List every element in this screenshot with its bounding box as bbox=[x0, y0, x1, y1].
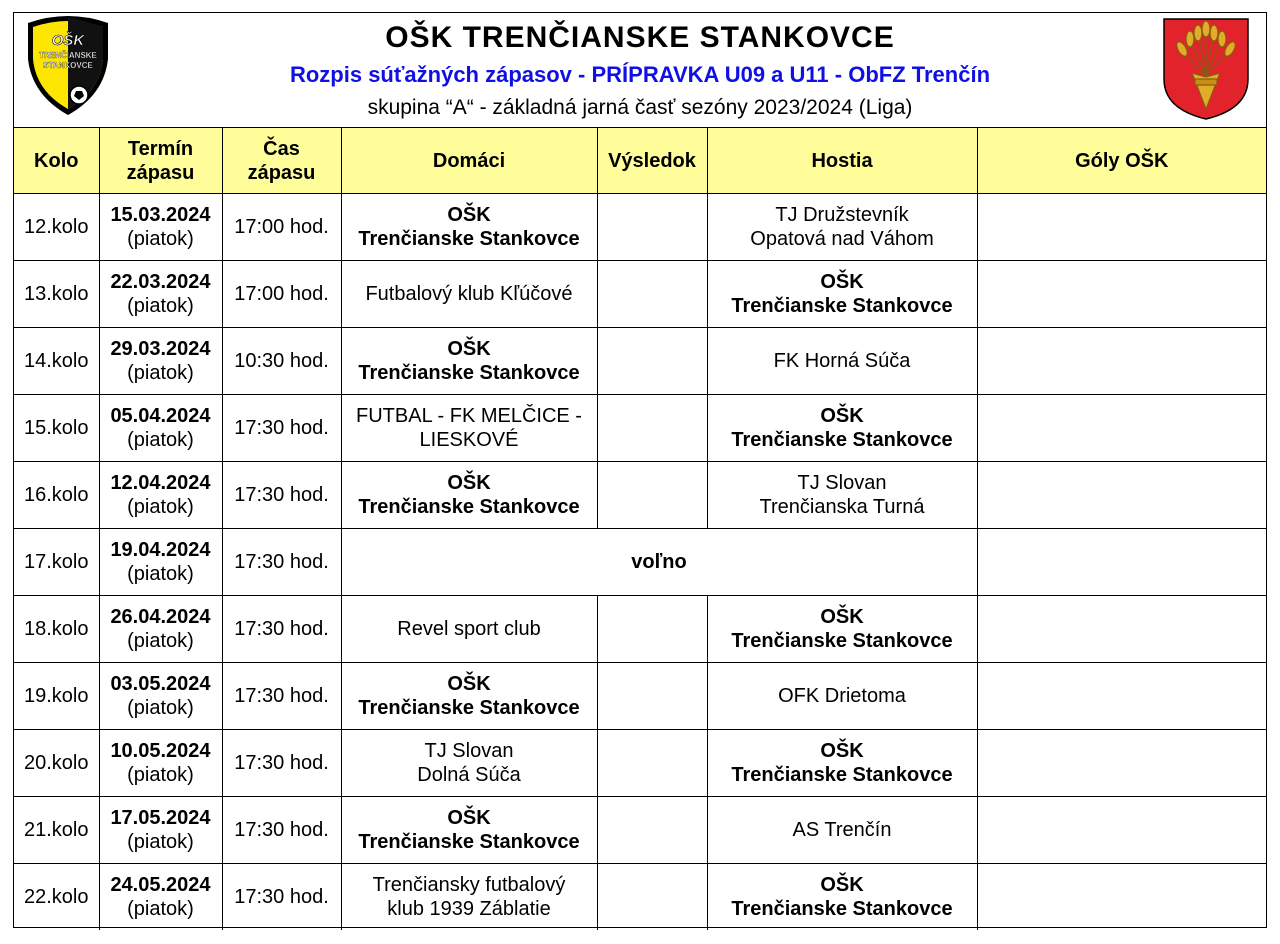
match-day: (piatok) bbox=[127, 295, 194, 317]
match-day: (piatok) bbox=[127, 362, 194, 384]
table-row bbox=[14, 395, 1266, 462]
round-cell: 15.kolo bbox=[14, 395, 99, 462]
match-day: (piatok) bbox=[127, 630, 194, 652]
match-date: 03.05.2024 bbox=[110, 673, 211, 695]
table-row bbox=[14, 194, 1266, 261]
team-name: OŠK Trenčianske Stankovce bbox=[358, 472, 580, 518]
match-date: 10.05.2024 bbox=[110, 740, 211, 762]
round-cell: 17.kolo bbox=[14, 529, 99, 596]
home-team-cell bbox=[341, 864, 597, 931]
result-cell bbox=[597, 730, 707, 797]
goals-cell bbox=[977, 529, 1266, 596]
home-team-cell bbox=[341, 663, 597, 730]
away-team-cell bbox=[707, 261, 977, 328]
time-cell: 17:30 hod. bbox=[222, 462, 341, 529]
round-cell: 14.kolo bbox=[14, 328, 99, 395]
result-cell bbox=[597, 261, 707, 328]
team-name: OŠK Trenčianske Stankovce bbox=[731, 405, 953, 451]
document-subtitle: Rozpis súťažných zápasov - PRÍPRAVKA U09 a U11 - ObFZ Trenčín bbox=[289, 62, 991, 87]
time-cell: 17:30 hod. bbox=[222, 395, 341, 462]
result-cell bbox=[597, 395, 707, 462]
date-cell bbox=[99, 529, 222, 596]
home-team-cell bbox=[341, 395, 597, 462]
table-row bbox=[14, 261, 1266, 328]
match-day: (piatok) bbox=[127, 697, 194, 719]
round-cell: 20.kolo bbox=[14, 730, 99, 797]
home-team-cell bbox=[341, 194, 597, 261]
match-date: 17.05.2024 bbox=[110, 807, 211, 829]
table-row bbox=[14, 328, 1266, 395]
table-row bbox=[14, 596, 1266, 663]
col-hostia-header: Hostia bbox=[707, 128, 977, 194]
team-name: OŠK Trenčianske Stankovce bbox=[358, 807, 580, 853]
goals-cell bbox=[977, 730, 1266, 797]
team-name: OŠK Trenčianske Stankovce bbox=[731, 271, 953, 317]
date-cell bbox=[99, 328, 222, 395]
home-team-cell bbox=[341, 328, 597, 395]
home-team-cell bbox=[341, 462, 597, 529]
time-cell: 17:30 hod. bbox=[222, 663, 341, 730]
date-cell bbox=[99, 462, 222, 529]
date-cell bbox=[99, 395, 222, 462]
team-name: OŠK Trenčianske Stankovce bbox=[358, 204, 580, 250]
free-round-cell: voľno bbox=[341, 529, 977, 596]
match-date: 12.04.2024 bbox=[110, 472, 211, 494]
home-team-cell bbox=[341, 730, 597, 797]
table-row bbox=[14, 529, 1266, 596]
away-team-cell bbox=[707, 395, 977, 462]
svg-text:OŠK: OŠK bbox=[51, 32, 85, 49]
round-cell: 22.kolo bbox=[14, 864, 99, 931]
team-name: OŠK Trenčianske Stankovce bbox=[731, 740, 953, 786]
date-cell bbox=[99, 194, 222, 261]
col-kolo-header: Kolo bbox=[14, 128, 99, 194]
goals-cell bbox=[977, 797, 1266, 864]
goals-cell bbox=[977, 261, 1266, 328]
match-day: (piatok) bbox=[127, 429, 194, 451]
goals-cell bbox=[977, 462, 1266, 529]
match-day: (piatok) bbox=[127, 563, 194, 585]
match-date: 26.04.2024 bbox=[110, 606, 211, 628]
team-name: OŠK Trenčianske Stankovce bbox=[358, 673, 580, 719]
time-cell: 17:00 hod. bbox=[222, 194, 341, 261]
svg-text:TRENČIANSKE: TRENČIANSKE bbox=[39, 51, 97, 60]
date-cell bbox=[99, 261, 222, 328]
col-termin-header: Termín zápasu bbox=[99, 128, 222, 194]
match-day: (piatok) bbox=[127, 898, 194, 920]
match-date: 05.04.2024 bbox=[110, 405, 211, 427]
team-name: TJ Družstevník Opatová nad Váhom bbox=[750, 204, 934, 250]
time-cell: 17:30 hod. bbox=[222, 864, 341, 931]
goals-cell bbox=[977, 395, 1266, 462]
col-cas-header: Čas zápasu bbox=[222, 128, 341, 194]
date-cell bbox=[99, 797, 222, 864]
schedule-document bbox=[13, 12, 1267, 928]
time-cell: 17:30 hod. bbox=[222, 730, 341, 797]
home-team-cell: Futbalový klub Kľúčové bbox=[341, 261, 597, 328]
goals-cell bbox=[977, 194, 1266, 261]
table-row bbox=[14, 797, 1266, 864]
table-row bbox=[14, 663, 1266, 730]
table-row bbox=[14, 462, 1266, 529]
table-body bbox=[14, 194, 1266, 931]
table-row bbox=[14, 864, 1266, 931]
round-cell: 12.kolo bbox=[14, 194, 99, 261]
time-cell: 17:30 hod. bbox=[222, 529, 341, 596]
match-date: 24.05.2024 bbox=[110, 874, 211, 896]
result-cell bbox=[597, 328, 707, 395]
goals-cell bbox=[977, 596, 1266, 663]
away-team-cell bbox=[707, 596, 977, 663]
away-team-cell bbox=[707, 864, 977, 931]
goals-cell bbox=[977, 663, 1266, 730]
match-schedule-table bbox=[14, 128, 1266, 930]
goals-cell bbox=[977, 328, 1266, 395]
goals-cell bbox=[977, 864, 1266, 931]
away-team-cell bbox=[707, 194, 977, 261]
away-team-cell bbox=[707, 730, 977, 797]
team-name: FUTBAL - FK MELČICE - LIESKOVÉ bbox=[356, 405, 582, 451]
round-cell: 21.kolo bbox=[14, 797, 99, 864]
team-name: OŠK Trenčianske Stankovce bbox=[731, 874, 953, 920]
match-date: 29.03.2024 bbox=[110, 338, 211, 360]
away-team-cell: FK Horná Súča bbox=[707, 328, 977, 395]
result-cell bbox=[597, 797, 707, 864]
team-name: TJ Slovan Trenčianska Turná bbox=[759, 472, 925, 518]
home-team-cell: Revel sport club bbox=[341, 596, 597, 663]
document-header bbox=[14, 13, 1266, 128]
match-day: (piatok) bbox=[127, 228, 194, 250]
col-vysledok-header: Výsledok bbox=[597, 128, 707, 194]
match-day: (piatok) bbox=[127, 764, 194, 786]
table-header-row bbox=[14, 128, 1266, 194]
home-team-cell bbox=[341, 797, 597, 864]
match-date: 19.04.2024 bbox=[110, 539, 211, 561]
away-team-cell: OFK Drietoma bbox=[707, 663, 977, 730]
time-cell: 17:00 hod. bbox=[222, 261, 341, 328]
date-cell bbox=[99, 663, 222, 730]
result-cell bbox=[597, 462, 707, 529]
svg-text:STANKOVCE: STANKOVCE bbox=[43, 61, 93, 70]
round-cell: 16.kolo bbox=[14, 462, 99, 529]
round-cell: 13.kolo bbox=[14, 261, 99, 328]
table-row bbox=[14, 730, 1266, 797]
col-domaci-header: Domáci bbox=[341, 128, 597, 194]
match-day: (piatok) bbox=[127, 831, 194, 853]
round-cell: 18.kolo bbox=[14, 596, 99, 663]
away-team-cell: AS Trenčín bbox=[707, 797, 977, 864]
time-cell: 17:30 hod. bbox=[222, 797, 341, 864]
result-cell bbox=[597, 663, 707, 730]
date-cell bbox=[99, 864, 222, 931]
season-info: skupina “A“ - základná jarná časť sezóny 2023/2024 (Liga) bbox=[367, 96, 913, 119]
time-cell: 17:30 hod. bbox=[222, 596, 341, 663]
team-name: TJ Slovan Dolná Súča bbox=[417, 740, 521, 786]
away-team-cell bbox=[707, 462, 977, 529]
match-date: 15.03.2024 bbox=[110, 204, 211, 226]
municipal-coat-of-arms-icon bbox=[1162, 17, 1250, 121]
result-cell bbox=[597, 864, 707, 931]
result-cell bbox=[597, 194, 707, 261]
match-day: (piatok) bbox=[127, 496, 194, 518]
team-name: OŠK Trenčianske Stankovce bbox=[358, 338, 580, 384]
result-cell bbox=[597, 596, 707, 663]
date-cell bbox=[99, 730, 222, 797]
team-name: Trenčiansky futbalový klub 1939 Záblatie bbox=[372, 874, 566, 920]
time-cell: 10:30 hod. bbox=[222, 328, 341, 395]
team-name: OŠK Trenčianske Stankovce bbox=[731, 606, 953, 652]
round-cell: 19.kolo bbox=[14, 663, 99, 730]
col-goly-header: Góly OŠK bbox=[977, 128, 1266, 194]
date-cell bbox=[99, 596, 222, 663]
document-title: OŠK TRENČIANSKE STANKOVCE bbox=[385, 21, 895, 54]
match-date: 22.03.2024 bbox=[110, 271, 211, 293]
